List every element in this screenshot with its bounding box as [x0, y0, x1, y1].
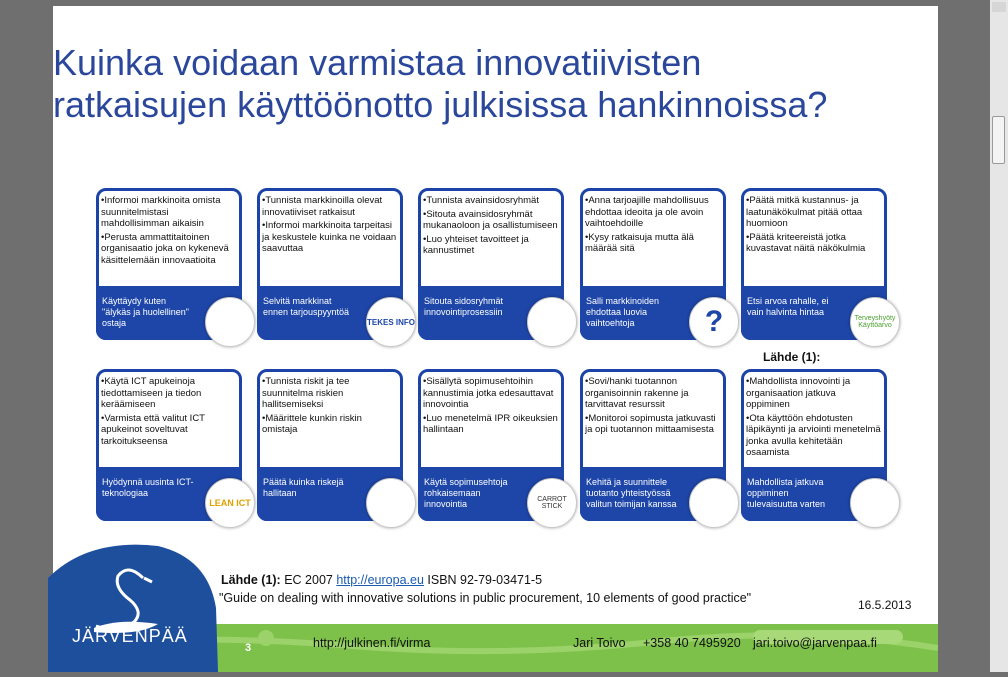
- card-footer-label: Käytä sopimusehtoja rohkaisemaan innovointia: [424, 477, 508, 509]
- card-body: [423, 376, 559, 466]
- card-bullet: •Varmista että valitut ICT apukeinot soveltuvat tarkoitukseensa: [101, 412, 205, 447]
- card-bullet: •Luo yhteiset tavoitteet ja kannustimet: [423, 233, 529, 256]
- card-footer-label: Salli markkinoiden ehdottaa luovia vaihtoehtoja: [586, 296, 660, 328]
- card-bullet: •Luo menetelmä IPR oikeuksien hallintaan: [423, 412, 558, 435]
- card-badge-icon: [850, 297, 900, 347]
- card-bullet: •Päätä mitkä kustannus- ja laatunäkökulmat pitää ottaa huomioon: [746, 195, 863, 229]
- guideline-card: [96, 188, 242, 340]
- card-badge-icon: [205, 478, 255, 528]
- card-badge-text: ?: [704, 305, 724, 338]
- card-body: [101, 376, 237, 466]
- card-badge-icon: [689, 478, 739, 528]
- vertical-scrollbar[interactable]: [990, 0, 1008, 672]
- card-bullet: •Mahdollista innovointi ja organisaation jatkuva oppiminen: [746, 376, 851, 410]
- card-footer-label: Selvitä markkinat ennen tarjouspyyntöä: [263, 296, 350, 317]
- card-body: [746, 376, 882, 466]
- card-bullet: •Kysy ratkaisuja mutta älä määrää sitä: [585, 231, 694, 254]
- card-body: [585, 376, 721, 466]
- card-body: [262, 376, 398, 466]
- guide-citation: "Guide on dealing with innovative solutions in public procurement, 10 elements of good practice": [219, 591, 752, 605]
- source-text: EC 2007: [280, 573, 337, 587]
- card-badge-icon: [205, 297, 255, 347]
- source-link[interactable]: http://europa.eu: [336, 573, 424, 587]
- jarvenpaa-logo: [48, 538, 218, 672]
- card-badge-text: CARROT STICK: [537, 496, 567, 510]
- guideline-card: [580, 188, 726, 340]
- footer-url[interactable]: http://julkinen.fi/virma: [313, 636, 431, 650]
- page-number: 3: [245, 642, 252, 654]
- slide-title: Kuinka voidaan varmistaa innovatiivisten ratkaisujen käyttöönotto julkisissa hankinnoissa?: [53, 42, 828, 125]
- card-bullet: •Määrittele kunkin riskin omistaja: [262, 412, 362, 435]
- card-badge-text: LEAN ICT: [209, 498, 251, 508]
- card-badge-text: TEKES INFO: [367, 317, 416, 327]
- card-footer-label: Päätä kuinka riskejä hallitaan: [263, 477, 344, 498]
- source-prefix: Lähde (1):: [221, 573, 281, 587]
- source-label: Lähde (1):: [763, 350, 821, 364]
- card-badge-icon: [527, 478, 577, 528]
- card-bullet: •Sisällytä sopimusehtoihin kannustimia jotka edesauttavat innovointia: [423, 376, 554, 410]
- card-bullet: •Sitouta avainsidosryhmät mukanaoloon ja osallistumiseen: [423, 208, 558, 231]
- card-bullet: •Monitoroi sopimusta jatkuvasti ja opi tuotannon mittaamisesta: [585, 412, 716, 435]
- footer-phone: +358 40 7495920: [643, 636, 741, 650]
- card-badge-icon: [366, 297, 416, 347]
- guideline-card: [580, 369, 726, 521]
- card-footer-label: Hyödynnä uusinta ICT-teknologiaa: [102, 477, 194, 498]
- card-body: [262, 195, 398, 285]
- card-footer-label: Mahdollista jatkuva oppiminen tulevaisuutta varten: [747, 477, 826, 509]
- guideline-card: [96, 369, 251, 521]
- card-badge-icon: [850, 478, 900, 528]
- swan-logo-icon: [48, 538, 218, 672]
- source-line: [221, 573, 542, 587]
- source-isbn: ISBN 92-79-03471-5: [423, 573, 543, 587]
- card-footer-label: Kehitä ja suunnittele tuotanto yhteistyössä valitun toimijan kanssa: [586, 477, 677, 509]
- footer-name: Jari Toivo: [573, 636, 626, 650]
- card-badge-icon: [689, 297, 739, 347]
- card-bullet: •Sovi/hanki tuotannon organisoinnin rakenne ja tarvittavat resurssit: [585, 376, 689, 410]
- guideline-card: [418, 188, 564, 340]
- card-bullet: •Informoi markkinoita omista suunnitelmistasi mahdollisimman aikaisin: [101, 195, 221, 229]
- card-bullet: •Tunnista avainsidosryhmät: [423, 195, 539, 206]
- card-bullet: •Käytä ICT apukeinoja tiedottamiseen ja tiedon keräämiseen: [101, 376, 202, 410]
- card-body: [101, 195, 237, 285]
- footer-email[interactable]: jari.toivo@jarvenpaa.fi: [753, 636, 877, 650]
- card-footer-label: Sitouta sidosryhmät innovointiprosessiin: [424, 296, 504, 317]
- card-footer-label: Etsi arvoa rahalle, ei vain halvinta hintaa: [747, 296, 829, 317]
- card-badge-icon: [527, 297, 577, 347]
- guideline-card: [741, 188, 896, 340]
- card-bullet: •Tunnista markkinoilla olevat innovatiiviset ratkaisut: [262, 195, 383, 218]
- card-bullet: •Anna tarjoajille mahdollisuus ehdottaa ideoita ja ole avoin vaihtoehdoille: [585, 195, 709, 229]
- scrollbar-thumb[interactable]: [992, 116, 1005, 164]
- card-bullet: •Päätä kriteereistä jotka kuvastavat näitä näkökulmia: [746, 231, 866, 254]
- logo-text: JÄRVENPÄÄ: [72, 626, 188, 646]
- guideline-card: [418, 369, 567, 521]
- card-badge-icon: [366, 478, 416, 528]
- guideline-card: [257, 188, 416, 340]
- card-bullet: •Ota käyttöön ehdotusten läpikäynti ja arviointi menetelmä jonka avulla kehitetään osaamista: [746, 412, 881, 458]
- card-body: [423, 195, 559, 285]
- card-bullet: •Tunnista riskit ja tee suunnitelma riskien hallitsemiseksi: [262, 376, 350, 410]
- guideline-card: [741, 369, 887, 521]
- card-bullet: •Informoi markkinoita tarpeitasi ja keskustele kuinka ne voidaan saavuttaa: [262, 220, 397, 254]
- card-footer-label: Käyttäydy kuten "älykäs ja huolellinen" ostaja: [102, 296, 189, 328]
- card-body: [746, 195, 882, 285]
- card-body: [585, 195, 721, 285]
- scroll-up-button[interactable]: [992, 2, 1006, 12]
- card-bullet: •Perusta ammattitaitoinen organisaatio joka on kykenevä käsittelemään innovaatioita: [101, 231, 229, 266]
- card-badge-text: Terveyshyöty Käyttöarvo: [854, 315, 896, 329]
- slide-date: 16.5.2013: [858, 598, 912, 612]
- guideline-card: [257, 369, 403, 521]
